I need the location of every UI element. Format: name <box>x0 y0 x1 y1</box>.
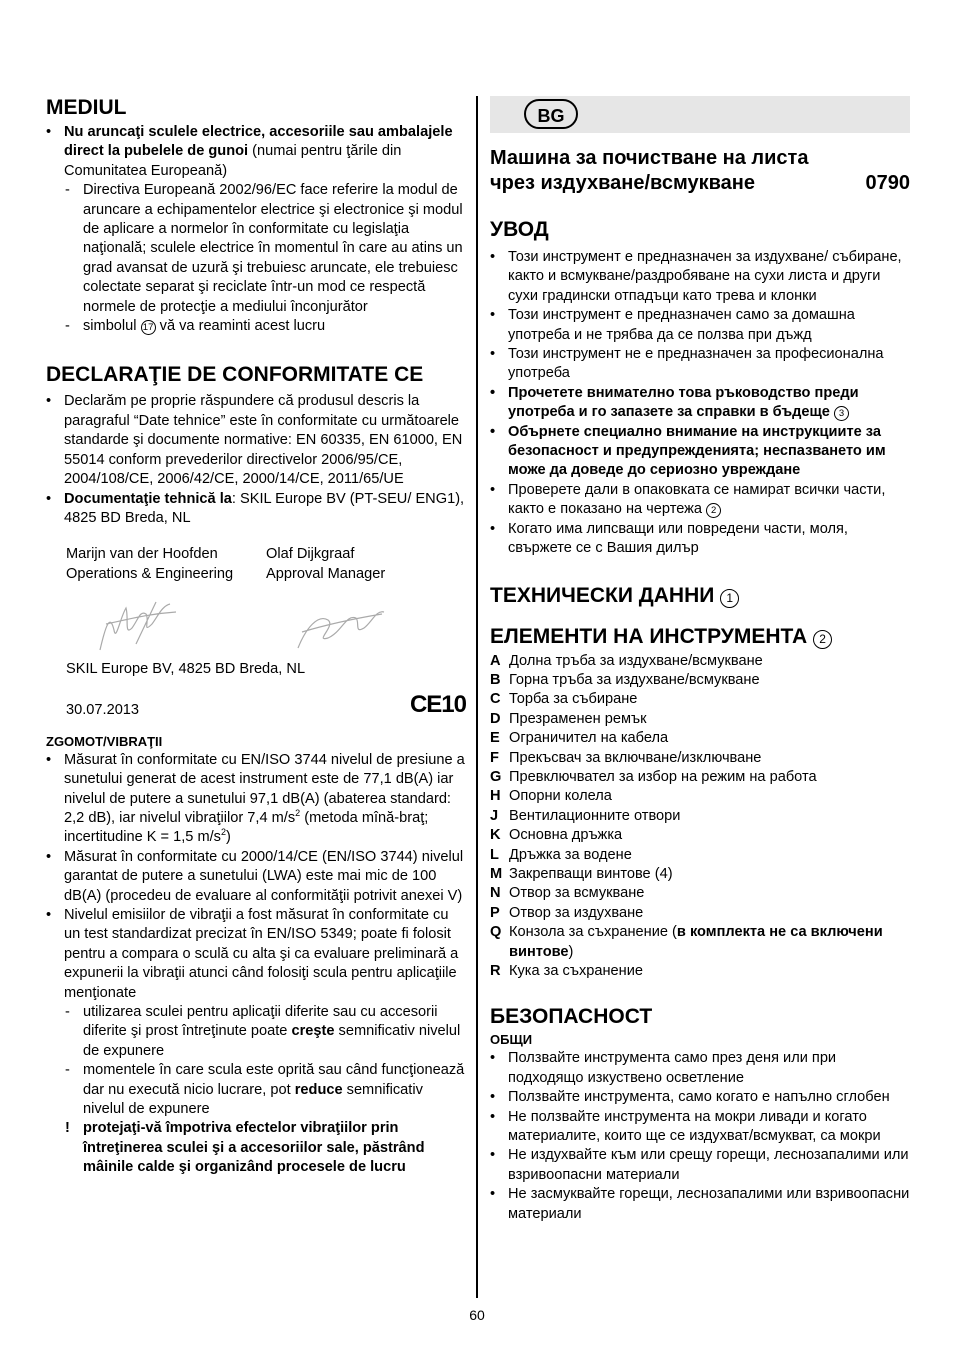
handwritten-signatures <box>66 584 486 660</box>
ce-mark-icon: CE <box>394 363 424 387</box>
parts-row: G Превключвател за избор на режим на работа <box>490 768 817 785</box>
declaration-heading: DECLARAŢIE DE CONFORMITATE CE <box>46 363 424 387</box>
parts-row: L Дръжка за водене <box>490 846 632 863</box>
parts-list <box>490 652 910 982</box>
list-item: • Не издухвайте към или срещу горещи, леснозапалими или взривоопасни материали <box>490 1146 910 1185</box>
language-bar <box>490 96 910 133</box>
parts-row: R Кука за съхранение <box>490 963 643 979</box>
list-item: • Този инструмент е предназначен само за домашна употреба и не трябва да се ползва при дъжд <box>490 306 910 345</box>
left-column <box>46 96 466 1178</box>
list-item: • Не ползвайте инструмента на мокри ливади и когато материалите, които ще се издухват/всмукват, са мокри <box>490 1108 910 1147</box>
list-item: • Nivelul emisiilor de vibraţii a fost măsurat în conformitate cu un test standardizat precizat în EN/ISO 5349; poate fi folosit pentru a compara o sculă cu alta şi ca evaluare preliminară a expunerii la vibraţii atunci când folosiţi scula pentru aplicaţiile menţionate - utilizarea sculei pentru aplicaţii diferite sau cu accesorii diferite şi prost întreţinute poate creşte semnificativ nivelul de expunere - momentele în care scula este oprită sau când funcţionează dar nu execută nicio lucrare, pot reduce semnificativ nivelul de expunere ! protejaţi-vă împotriva efectelor vibraţiilor prin întreţinerea sculei şi a accesoriilor sale, păstrând mâinile calde şi organizând procesele de lucru <box>46 906 466 1178</box>
mediul-list <box>46 123 466 336</box>
number-circle-icon: 3 <box>834 406 849 421</box>
product-title: Машина за почистване на листа чрез издухване/всмукване 0790 <box>490 147 910 194</box>
parts-row: D Презраменен ремък <box>490 710 647 727</box>
page-number: 60 <box>469 1307 485 1323</box>
warning-item: ! protejaţi-vă împotriva efectelor vibraţiilor prin întreţinerea sculei şi a accesoriilor sale, păstrând mâinile calde şi organizând procesele de lucru <box>46 1119 466 1177</box>
number-circle-icon: 2 <box>706 503 721 518</box>
parts-row: A Долна тръба за издухване/всмукване <box>490 652 763 669</box>
intro-list <box>490 248 910 559</box>
list-item: • Този инструмент не е предназначен за професионална употреба <box>490 345 910 384</box>
noise-list <box>46 751 466 1178</box>
mediul-heading: MEDIUL <box>46 96 127 119</box>
parts-row: M Закрепващи винтове (4) <box>490 865 673 882</box>
list-item: • Măsurat în conformitate cu 2000/14/CE (EN/ISO 3744) nivelul garantat de putere a sunetului (LWA) este mai mic de 100 dB(A) (procedeu de evaluare al conformităţii potrivit anexei V) <box>46 848 466 906</box>
company-address: SKIL Europe BV, 4825 BD Breda, NL <box>66 661 306 678</box>
language-badge: BG <box>524 99 578 129</box>
signer-1-name: Marijn van der Hoofden <box>66 546 218 563</box>
list-item: • Ползвайте инструмента, само когато е напълно сглобен <box>490 1088 910 1107</box>
list-item: • Documentaţie tehnică la: SKIL Europe BV (PT-SEU/ ENG1), 4825 BD Breda, NL <box>46 490 466 529</box>
signer-2-name: Olaf Dijkgraaf <box>266 546 355 563</box>
elements-heading: ЕЛЕМЕНТИ НА ИНСТРУМЕНТА 2 <box>490 625 910 649</box>
safety-list <box>490 1049 910 1224</box>
list-item: • Ползвайте инструмента само през деня или при подходящо изкуствено осветление <box>490 1049 910 1088</box>
parts-row: N Отвор за всмукване <box>490 885 645 902</box>
safety-subheading: ОБЩИ <box>490 1032 533 1048</box>
parts-row: B Горна тръба за издухване/всмукване <box>490 671 760 688</box>
declaration-list <box>46 392 466 528</box>
list-item: • Măsurat în conformitate cu EN/ISO 3744 nivelul de presiune a sunetului generat de acest instrument este de 77,1 dB(A) iar nivelul de putere a sunetului 97,1 dB(A) (abaterea standard: 2,2 dB), iar nivelul vibraţiilor 7,4 $m/s^2$ (metoda mînă-braţ; incertitudine K = 1,5 $m/s^2$) <box>46 751 466 848</box>
column-divider <box>476 96 478 1298</box>
parts-row: H Опорни колела <box>490 788 612 805</box>
list-item: • Не засмуквайте горещи, леснозапалими или взривоопасни материали <box>490 1185 910 1224</box>
parts-row: K Основна дръжка <box>490 827 623 844</box>
model-number: 0790 <box>865 172 910 194</box>
parts-row: E Ограничител на кабела <box>490 730 669 747</box>
parts-row: J Вентилационните отвори <box>490 807 681 824</box>
ce10-mark-icon: CE10 <box>409 690 466 718</box>
list-item: • Когато има липсващи или повредени части, моля, свържете се с Вашия дилър <box>490 520 910 559</box>
parts-row: P Отвор за издухване <box>490 904 644 921</box>
list-item: - utilizarea sculei pentru aplicaţii diferite sau cu accesorii diferite şi prost întreţinute poate creşte semnificativ nivelul de expunere <box>46 1003 466 1061</box>
parts-row: F Прекъсвач за включване/изключване <box>490 749 762 766</box>
list-item: - simbolul 17 vă va reaminti acest lucru <box>46 317 466 336</box>
signature-block <box>66 544 466 721</box>
number-circle-icon: 17 <box>141 320 156 335</box>
list-item: • Обърнете специално внимание на инструкциите за безопасност и предупрежденията; неспазването им може да доведе до сериозно увреждане <box>490 423 910 481</box>
list-item: - momentele în care scula este oprită sau când funcţionează dar nu execută nicio lucrare, pot reduce semnificativ nivelul de expunere <box>46 1061 466 1119</box>
signer-1-title: Operations & Engineering <box>66 566 234 583</box>
list-item: • Declarăm pe proprie răspundere că produsul descris la paragraful “Date tehnice” este în conformitate cu următoarele standarde şi documente normative: EN 60335, EN 61000, EN 55014 conform prevederilor directivelor 2006/95/CE, 2004/108/CE, 2006/42/CE, 2000/14/CE, 2011/65/UE <box>46 392 466 489</box>
noise-heading: ZGOMOT/VIBRAŢII <box>46 733 163 749</box>
right-column <box>490 96 910 1224</box>
list-item: • Този инструмент е предназначен за издухване/ събиране, както и всмукване/раздробяване на сухи листа и други сухи градински отпадъци като трева и клонки <box>490 248 910 306</box>
parts-row: C Торба за събиране <box>490 691 638 708</box>
tech-data-heading: ТЕХНИЧЕСКИ ДАННИ 1 <box>490 584 910 608</box>
list-item: - Directiva Europeană 2002/96/EC face referire la modul de aruncare a echipamentelor electrice şi electronice şi modul de aplicare a normelor în conformitate cu legislaţia naţională; sculele electrice în momentul în care au atins un grad avansat de uzură şi trebuiesc aruncate, ele trebuiesc colectate separat şi reciclate într-un mod ce respectă normele de protecţie a mediului înconjurător <box>46 181 466 317</box>
date: 30.07.2013 <box>66 701 140 718</box>
safety-heading: БЕЗОПАСНОСТ <box>490 1005 653 1029</box>
parts-row: Q Конзола за съхранение (в комплекта не са включени винтове) <box>490 924 883 960</box>
number-circle-icon: 2 <box>813 630 832 649</box>
intro-heading: УВОД <box>490 218 549 241</box>
list-item: • Проверете дали в опаковката се намират всички части, както е показано на чертежа 2 <box>490 481 910 520</box>
signer-2-title: Approval Manager <box>266 566 386 583</box>
list-item: • Nu aruncaţi sculele electrice, accesoriile sau ambalajele direct la pubelele de gunoi (numai pentru ţările din Comunitatea Europeană) - Directiva Europeană 2002/96/EC face referire la modul de aruncare a echipamentelor electrice şi electronice şi modul de aplicare a normelor în conformitate cu legislaţia naţională; sculele electrice în momentul în care au atins un grad avansat de uzură şi trebuiesc aruncate, ele trebuiesc colectate separat şi reciclate într-un mod ce respectă normele de protecţie a mediului înconjurător - simbolul 17 vă va reaminti acest lucru <box>46 123 466 336</box>
number-circle-icon: 1 <box>720 589 739 608</box>
list-item: • Прочетете внимателно това ръководство преди употреба и го запазете за справки в бъдеще 3 <box>490 384 910 423</box>
